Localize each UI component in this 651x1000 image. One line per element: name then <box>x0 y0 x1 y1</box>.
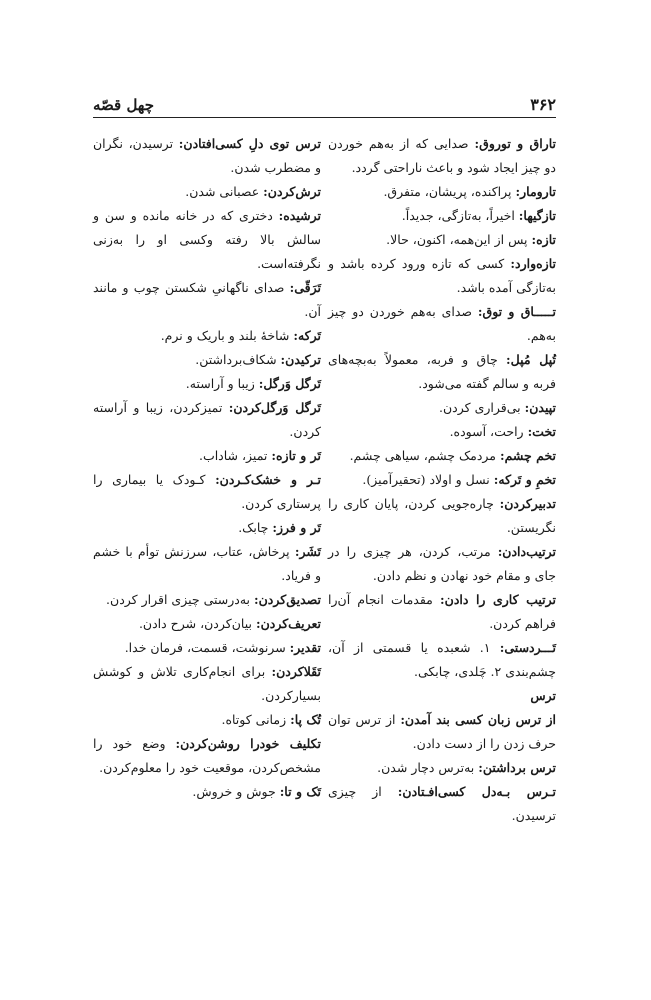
definition: کـودک یا بیماری را پرستاری کردن. <box>93 472 321 511</box>
glossary-entry <box>328 468 556 492</box>
glossary-entry <box>93 324 321 348</box>
definition: صدای به‌هم خوردن دو چیز به‌هم. <box>328 304 556 343</box>
page-number: ۳۶۲ <box>530 95 556 114</box>
definition: وضع خود را مشخص‌کردن، موقعیت خود را معلوم‌کردن. <box>93 736 321 775</box>
headword: تاراق و توروق: <box>474 136 556 151</box>
glossary-entry <box>328 180 556 204</box>
definition: بی‌قراری کردن. <box>439 400 525 415</box>
running-title: چهل قصّه <box>93 96 154 114</box>
glossary-entry <box>93 180 321 204</box>
glossary-entry <box>328 636 556 684</box>
headword: تَر و فرز: <box>272 520 321 535</box>
glossary-entry <box>328 708 556 756</box>
glossary-entry <box>93 732 321 780</box>
headword: تدبیرکردن: <box>499 496 556 511</box>
glossary-entry <box>93 636 321 660</box>
definition: تمیز، شاداب. <box>198 448 272 463</box>
definition: زیبا و آراسته. <box>185 376 259 391</box>
headword: تعریف‌کردن: <box>255 616 321 631</box>
glossary-entry <box>93 276 321 324</box>
headword: تَر و تازه: <box>271 448 321 463</box>
headword: تازه‌وارد: <box>510 256 556 271</box>
glossary-entry <box>93 396 321 444</box>
definition: پرخاش، عتاب، سرزنش توأم با خشم و فریاد. <box>93 544 321 583</box>
glossary-entry <box>328 444 556 468</box>
headword: تُک پا: <box>290 712 321 727</box>
definition: شاخهٔ بلند و باریک و نرم. <box>160 328 294 343</box>
glossary-entry <box>93 372 321 396</box>
glossary-entry <box>93 660 321 708</box>
headword: تَـــردستی: <box>499 640 556 655</box>
definition: صدایی که از به‌هم خوردن دو چیز ایجاد شود و باعث ناراحتی گردد. <box>328 136 556 175</box>
glossary-entry <box>93 612 321 636</box>
definition: شکاف‌برداشتن. <box>195 352 281 367</box>
definition: تمیزکردن، زیبا و آراسته کردن. <box>93 400 321 439</box>
headword: از ترس زبان کسی بند آمدن: <box>400 712 556 727</box>
glossary-entry <box>93 132 321 180</box>
definition: مردمک چشم، سیاهی چشم. <box>349 448 500 463</box>
headword: ترشیده: <box>278 208 321 223</box>
headword: تپیدن: <box>524 400 556 415</box>
definition: چاق و فربه، معمولاً به‌بچه‌های فربه و سالم گفته می‌شود. <box>328 352 556 391</box>
headword: تـر و خشک‌کـردن: <box>215 472 321 487</box>
headword: تَشَر: <box>294 544 321 559</box>
definition: صدای ناگهانیِ شکستن چوب و مانند آن. <box>93 280 321 319</box>
glossary-entry <box>328 228 556 252</box>
section-heading: ترس <box>530 688 556 703</box>
headword: تَک و تا: <box>279 784 321 799</box>
headword: تُپل مُپل: <box>506 352 556 367</box>
headword: تَرگل وَرگل: <box>258 376 321 391</box>
definition: عصبانی شدن. <box>185 184 264 199</box>
headword: تخمِ و تَرکه: <box>493 472 556 487</box>
left-column <box>93 132 321 804</box>
glossary-entry <box>328 756 556 780</box>
definition: برای انجام‌کاری تلاش و کوشش بسیارکردن. <box>93 664 321 703</box>
definition: پس از این‌همه، اکنون، حالا. <box>386 232 532 247</box>
glossary-entry <box>328 492 556 540</box>
headword: ترس توی دلِ کسی‌افتادن: <box>178 136 321 151</box>
header-rule <box>93 117 556 118</box>
definition: زمانی کوتاه. <box>221 712 291 727</box>
glossary-entry <box>328 252 556 300</box>
headword: ترتیب کاری را دادن: <box>440 592 556 607</box>
headword: تخت: <box>527 424 556 439</box>
headword: تَرکه: <box>293 328 321 343</box>
page-header <box>93 88 556 114</box>
definition: پراکنده، پریشان، متفرق. <box>383 184 516 199</box>
glossary-entry <box>328 588 556 636</box>
definition: به‌ترس دچار شدن. <box>377 760 479 775</box>
definition: سرنوشت، قسمت، فرمان خدا. <box>124 640 290 655</box>
headword: تکلیف خود‌را روشن‌کردن: <box>175 736 321 751</box>
headword: تَرگل وَرگل‌کردن: <box>228 400 321 415</box>
headword: تارومار: <box>515 184 556 199</box>
headword: تخم چشم: <box>499 448 556 463</box>
right-column <box>328 132 556 828</box>
definition: دختری که در خانه مانده و سن و سالش بالا رفته وکسی او را به‌زنی نگرفته‌است. <box>93 208 321 271</box>
glossary-entry <box>93 444 321 468</box>
headword: تصدیق‌کردن: <box>254 592 321 607</box>
glossary-entry <box>328 132 556 180</box>
headword: تَقَلاکردن: <box>271 664 321 679</box>
glossary-entry <box>93 780 321 804</box>
headword: تـــــاق و توق: <box>477 304 556 319</box>
definition: ترسیدن، نگران و مضطرب شدن. <box>93 136 321 175</box>
definition: جوش و خروش. <box>192 784 280 799</box>
glossary-entry <box>328 540 556 588</box>
definition: اخیراً، به‌تازگی، جدیداً. <box>401 208 519 223</box>
definition: کسی که تازه ورود کرده باشد و به‌تازگی آمده باشد. <box>328 256 556 295</box>
headword: ترس بر‌داشتن: <box>478 760 556 775</box>
glossary-entry <box>328 348 556 396</box>
definition: نسل و اولاد (تحقیرآمیز). <box>362 472 494 487</box>
definition: مرتب، کردن، هر چیزی را در جای و مقام خود نهادن و نظم دادن. <box>328 544 556 583</box>
glossary-entry <box>93 516 321 540</box>
glossary-entry <box>328 300 556 348</box>
glossary-entry <box>328 204 556 228</box>
definition: راحت، آسوده. <box>449 424 528 439</box>
glossary-entry <box>328 420 556 444</box>
glossary-entry <box>93 468 321 516</box>
definition: چابک. <box>238 520 273 535</box>
glossary-entry <box>93 204 321 276</box>
definition: بیان‌کردن، شرح دادن. <box>138 616 256 631</box>
glossary-entry <box>328 780 556 828</box>
definition: از ترس توان حرف زدن را از دست دادن. <box>328 712 556 751</box>
glossary-entry <box>93 540 321 588</box>
definition: به‌درستی چیزی اقرار کردن. <box>106 592 254 607</box>
glossary-entry <box>93 348 321 372</box>
headword: تقدیر: <box>289 640 321 655</box>
headword: تَرَقّی: <box>289 280 321 295</box>
headword: تازگیها: <box>518 208 556 223</box>
glossary-entry <box>93 588 321 612</box>
headword: تـرس بـه‌دل کسی‌افـتادن: <box>397 784 556 799</box>
definition: چاره‌جویی کردن، پایان کاری را نگریستن. <box>328 496 556 535</box>
headword: ترکیدن: <box>280 352 321 367</box>
definition: ۱. شعبده یا قسمتی از آن، چشم‌بندی ۲. چَلدی، چابکی. <box>328 640 556 679</box>
glossary-entry <box>93 708 321 732</box>
definition: از چیزی ترسیدن. <box>328 784 556 823</box>
definition: مقدمات انجام آن‌را فراهم کردن. <box>328 592 556 631</box>
headword: ترش‌کردن: <box>263 184 321 199</box>
glossary-entry <box>328 396 556 420</box>
headword: ترتیب‌دادن: <box>497 544 556 559</box>
headword: تازه: <box>531 232 556 247</box>
